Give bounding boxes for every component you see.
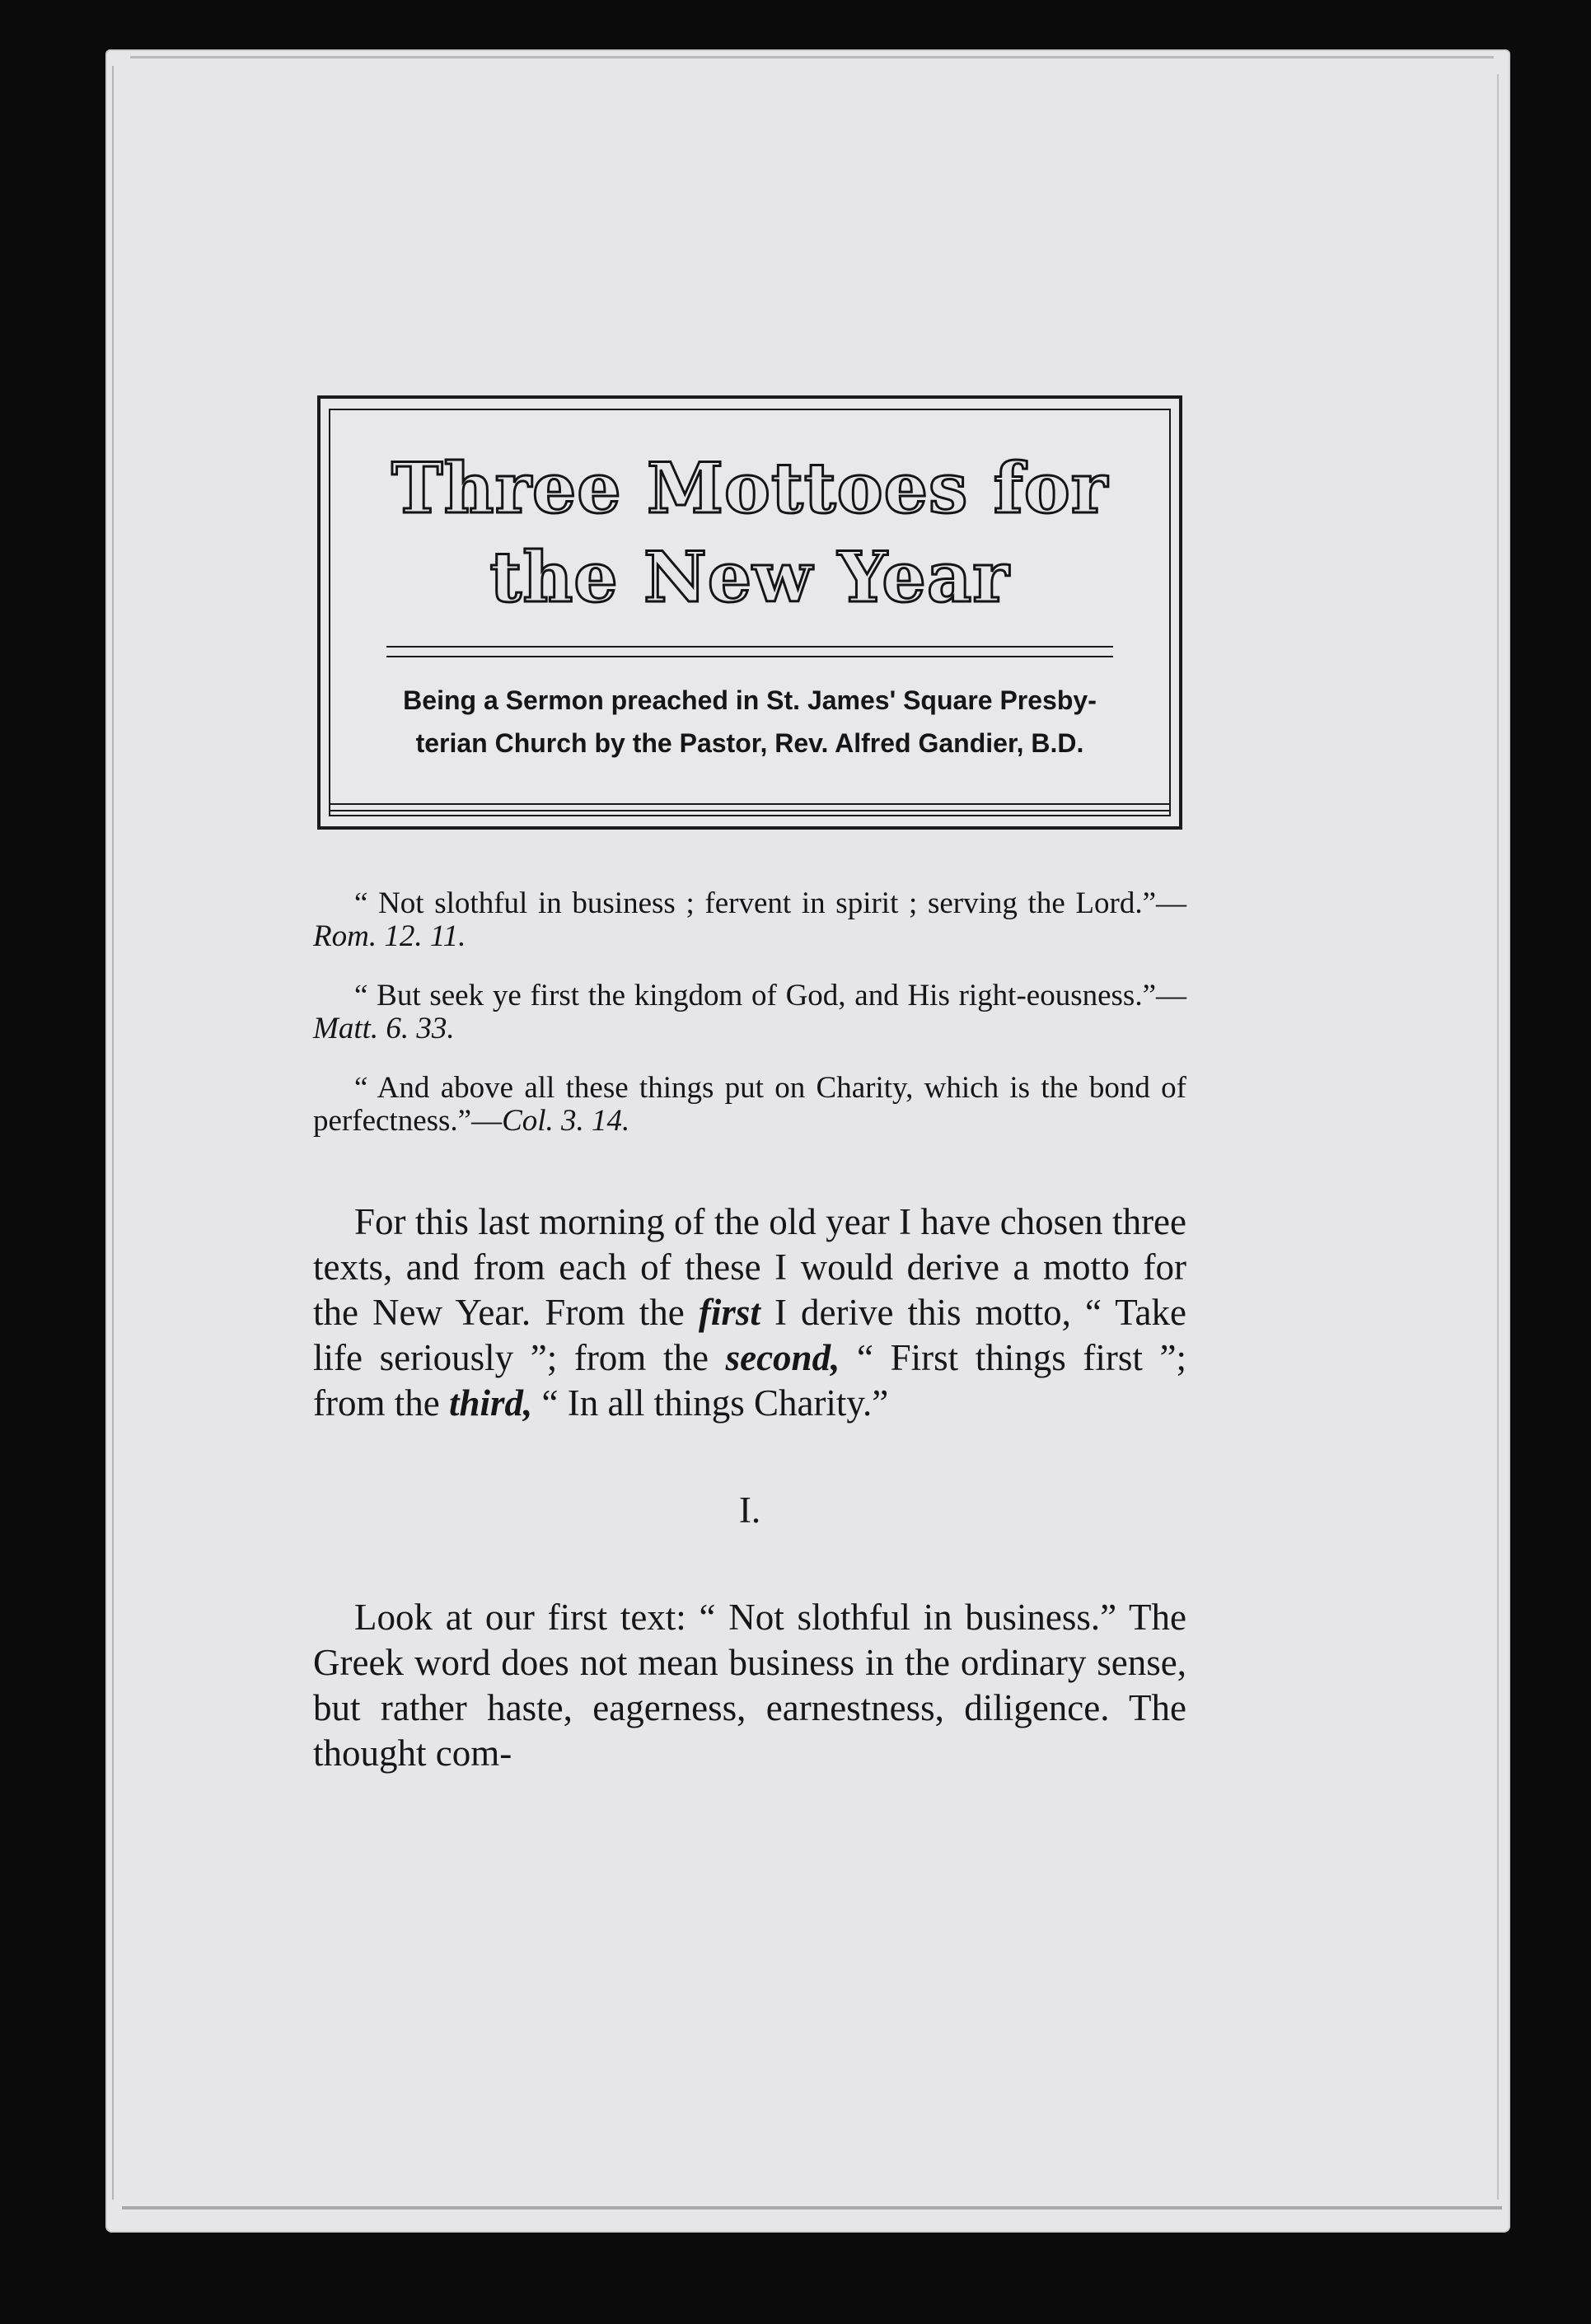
epigraph-quote: “ Not slothful in business ; fervent in spirit ; serving the Lord.”— xyxy=(354,886,1186,920)
epigraph-reference: Rom. 12. 11. xyxy=(313,919,466,953)
intro-text: “ In all things Charity.” xyxy=(532,1382,889,1424)
sermon-body xyxy=(313,1199,1186,1776)
epigraph-quote: “ And above all these things put on Charity, which is the bond of perfectness.”— xyxy=(313,1071,1186,1138)
page-left-edge xyxy=(112,66,114,2200)
page-top-edge xyxy=(130,56,1494,58)
intro-text: For this last morning of the old year I have chosen three texts, and from each of these I would derive a motto for the New Year. From the xyxy=(313,1201,1186,1333)
title-box xyxy=(317,395,1182,830)
intro-text: I derive this motto, “ Take life seriously ”; from the xyxy=(313,1292,1186,1378)
epigraph-reference: Matt. 6. 33. xyxy=(313,1012,455,1045)
epigraph-3 xyxy=(313,1072,1186,1138)
title-line-1: Three Mottoes for xyxy=(391,447,1108,529)
document-content xyxy=(313,395,1186,1776)
intro-paragraph xyxy=(313,1199,1186,1426)
epigraph-quote: “ But seek ye first the kingdom of God, and His right-eousness.”— xyxy=(354,979,1186,1012)
section-number: I. xyxy=(738,1489,761,1531)
epigraph-list xyxy=(313,887,1186,1138)
intro-text: “ First things first ”; from the xyxy=(313,1337,1186,1424)
document-subtitle: Being a Sermon preached in St. James' Square Presby-terian Church by the Pastor, Rev. Alfred Gandier, B.D. xyxy=(403,685,1097,758)
section-1-paragraph: Look at our first text: “ Not slothful in business.” The Greek word does not mean business in the ordinary sense, but rather haste, eagerness, earnestness, diligence. The thought com- xyxy=(313,1597,1186,1774)
page-right-edge xyxy=(1497,74,1499,2200)
epigraph-reference: Col. 3. 14. xyxy=(502,1104,630,1138)
page-bottom-edge xyxy=(122,2206,1502,2209)
box-bottom-rule xyxy=(329,803,1171,811)
scan-bottom-border xyxy=(0,2233,1591,2324)
title-rule xyxy=(386,646,1113,657)
intro-emphasis: second, xyxy=(725,1337,840,1378)
intro-emphasis: first xyxy=(698,1292,760,1333)
document-title xyxy=(321,444,1179,622)
epigraph-1 xyxy=(313,887,1186,953)
intro-emphasis: third, xyxy=(448,1382,533,1424)
title-line-2: the New Year xyxy=(489,536,1010,618)
epigraph-2 xyxy=(313,980,1186,1045)
